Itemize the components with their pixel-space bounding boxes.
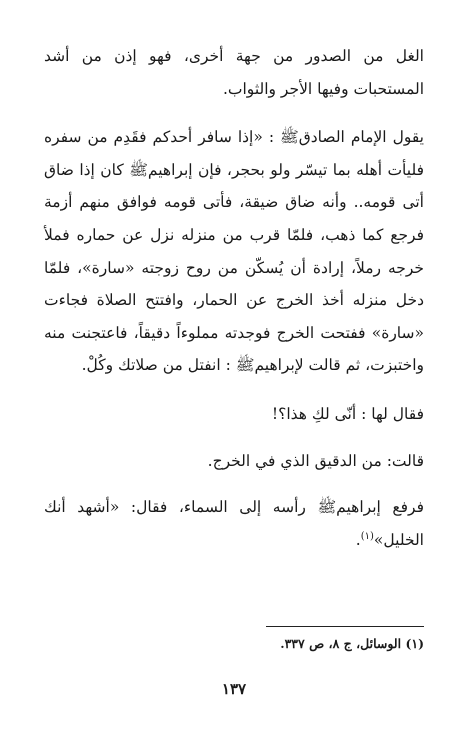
footnote: (١) الوسائل، ج ٨، ص ٣٣٧. (280, 636, 424, 651)
footnote-marker: (١) (360, 530, 374, 542)
paragraph-intro: الغل من الصدور من جهة أخرى، فهو إذن من أشد المستحبات وفيها الأجر والثواب. (44, 47, 424, 98)
footnote-divider (266, 626, 424, 627)
book-page (44, 40, 424, 740)
paragraph-dialogue-question: فقال لها : أنّى لكِ هذا؟! (271, 404, 424, 423)
closing-tail: . (355, 530, 361, 549)
page-number: ١٣٧ (221, 680, 247, 698)
closing-text: فرفع إبراهيمﷺ رأسه إلى السماء، فقال: «أشهد أنك الخليل» (44, 498, 424, 549)
paragraph-hadith: يقول الإمام الصادقﷺ : «إذا سافر أحدكم فقَدِم من سفره فليأت أهله بما تيسّر ولو بحجر، فإن إبراهيمﷺ كان إذا ضاق أتى قومه.. وأنه ضاق ضيقة، فأتى قومه فوافق منهم أزمة فرجع كما ذهب، فلمّا قرب من منزله نزل عن حماره فملأ خرجه رملاً، إرادة أن يُسكّن من روح زوجته «سارة»، فلمّا دخل منزله أخذ الخرج عن الحمار، وافتتح الصلاة فجاءت «سارة» ففتحت الخرج فوجدته مملوءاً دقيقاً، فاعتجنت منه واختبزت، ثم قالت لإبراهيمﷺ : انفتل من صلاتك وكُلْ. (44, 128, 424, 375)
paragraph-closing (44, 491, 424, 556)
paragraph-dialogue-answer: قالت: من الدقيق الذي في الخرج. (207, 451, 424, 470)
